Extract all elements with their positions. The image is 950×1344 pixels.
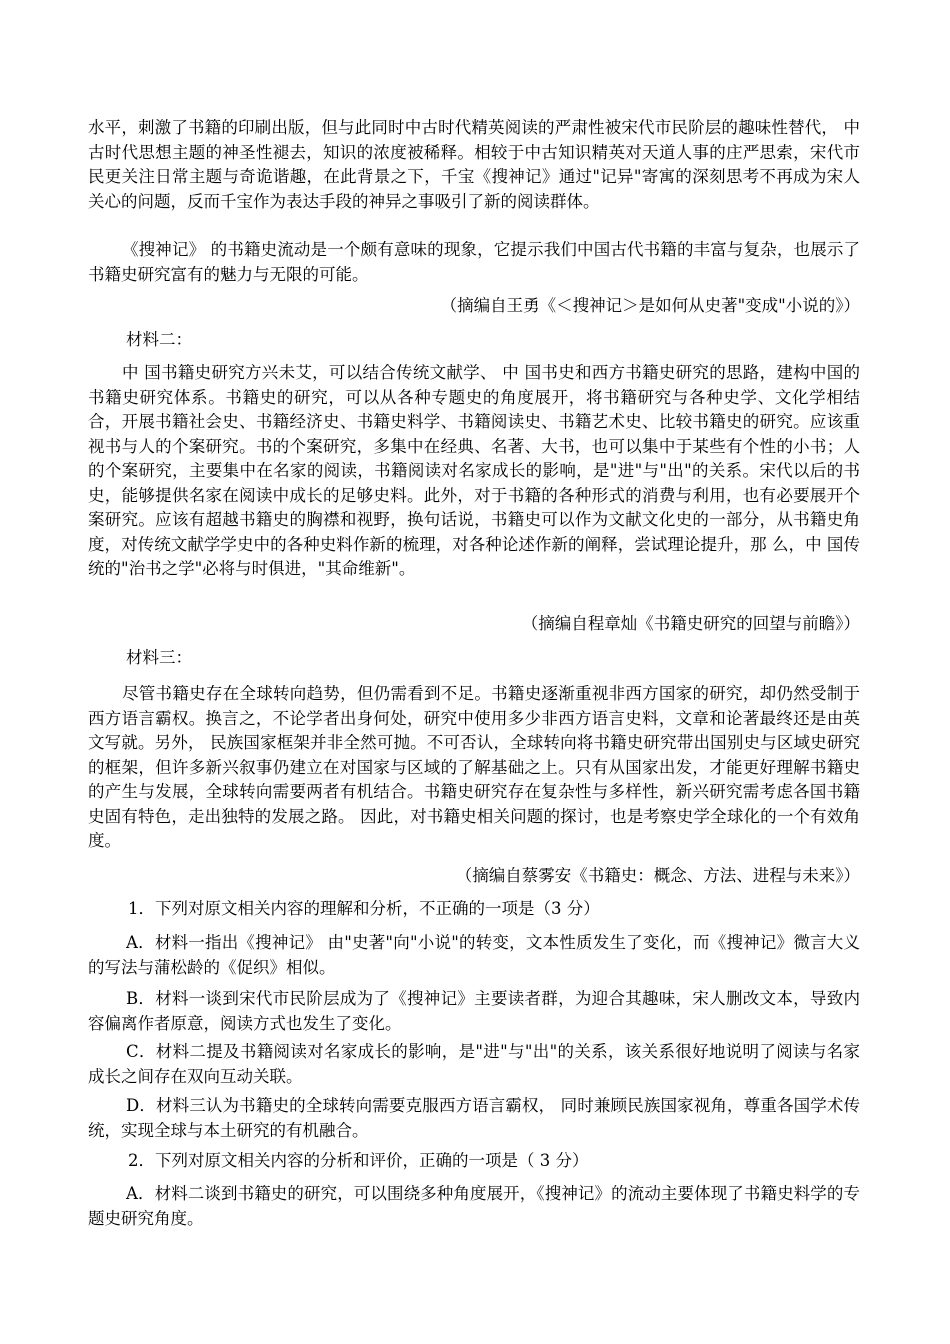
question-2-option-a: A．材料二谈到书籍史的研究，可以围绕多种角度展开，《搜神记》的流动主要体现了书籍史料学的专题史研究角度。 <box>88 1184 860 1228</box>
material1-paragraph-1: 水平，刺激了书籍的印刷出版，但与此同时中古时代精英阅读的严肃性被宋代市民阶层的趣味性替代， 中古时代思想主题的神圣性褪去，知识的浓度被稀释。相较于中古知识精英对天道人事的庄严思索，宋代市民更关注日常主题与奇诡谐趣，在此背景之下，千宝《搜神记》通过"记异"寄寓的深刻思考不再成为宋人关心的问题，反而千宝作为表达手段的神异之事吸引了新的阅读群体。 <box>88 118 860 211</box>
question-1-stem: 1．下列对原文相关内容的理解和分析，不正确的一项是（3 分） <box>128 899 600 918</box>
question-1-option-d: D．材料三认为书籍史的全球转向需要克服西方语言霸权， 同时兼顾民族国家视角，尊重各国学术传统，实现全球与本土研究的有机融合。 <box>88 1096 860 1140</box>
question-1-option-c: C．材料二提及书籍阅读对名家成长的影响，是"进"与"出"的关系，该关系很好地说明了阅读与名家成长之间存在双向互动关联。 <box>88 1042 860 1086</box>
material2-source: （摘编自程章灿《书籍史研究的回望与前瞻》） <box>521 614 860 633</box>
question-2-stem: 2．下列对原文相关内容的分析和评价，正确的一项是（ 3 分） <box>128 1151 589 1170</box>
material1-source: （摘编自王勇《＜搜神记＞是如何从史著"变成"小说的》） <box>440 296 860 315</box>
material3-label: 材料三： <box>126 648 192 667</box>
question-1-option-b: B．材料一谈到宋代市民阶层成为了《搜神记》主要读者群，为迎合其趣味，宋人删改文本，导致内容偏离作者原意，阅读方式也发生了变化。 <box>88 989 860 1033</box>
material2-paragraph: 中 国书籍史研究方兴未艾，可以结合传统文献学、 中 国书史和西方书籍史研究的思路，建构中国的书籍史研究体系。书籍史的研究，可以从各种专题史的角度展开，将书籍研究与各种史学、文化学相结合，开展书籍社会史、书籍经济史、书籍史料学、书籍阅读史、书籍艺术史、比较书籍史的研究。应该重视书与人的个案研究。书的个案研究，多集中在经典、名著、大书，也可以集中于某些有个性的小书；人的个案研究，主要集中在名家的阅读，书籍阅读对名家成长的影响，是"进"与"出"的关系。宋代以后的书史，能够提供名家在阅读中成长的足够史料。此外，对于书籍的各种形式的消费与利用，也有必要展开个案研究。应该有超越书籍史的胸襟和视野，换句话说，书籍史可以作为文献文化史的一部分，从书籍史角度，对传统文献学学史中的各种史料作新的梳理，对各种论述作新的阐释，尝试理论提升，那 么，中 国传统的"治书之学"必将与时俱进，"其命维新"。 <box>88 363 860 578</box>
material2-label: 材料二： <box>126 330 192 349</box>
material1-paragraph-2: 《搜神记》 的书籍史流动是一个颇有意味的现象，它提示我们中国古代书籍的丰富与复杂，也展示了书籍史研究富有的魅力与无限的可能。 <box>88 240 860 284</box>
question-1-option-a: A．材料一指出《搜神记》 由"史著"向"小说"的转变，文本性质发生了变化，而《搜神记》微言大义的写法与蒲松龄的《促织》相似。 <box>88 933 860 977</box>
material3-source: （摘编自蔡雾安《书籍史：概念、方法、进程与未来》） <box>455 866 860 885</box>
material3-paragraph: 尽管书籍史存在全球转向趋势，但仍需看到不足。书籍史逐渐重视非西方国家的研究，却仍然受制于西方语言霸权。换言之，不论学者出身何处，研究中使用多少非西方语言史料，文章和论著最终还是由英文写就。另外， 民族国家框架并非全然可抛。不可否认，全球转向将书籍史研究带出国别史与区域史研究的框架，但许多新兴叙事仍建立在对国家与区域的了解基础之上。只有从国家出发，才能更好理解书籍史的产生与发展，全球转向需要两者有机结合。书籍史研究存在复杂性与多样性，新兴研究需考虑各国书籍史固有特色，走出独特的发展之路。 因此，对书籍史相关问题的探讨，也是考察史学全球化的一个有效角度。 <box>88 684 860 850</box>
